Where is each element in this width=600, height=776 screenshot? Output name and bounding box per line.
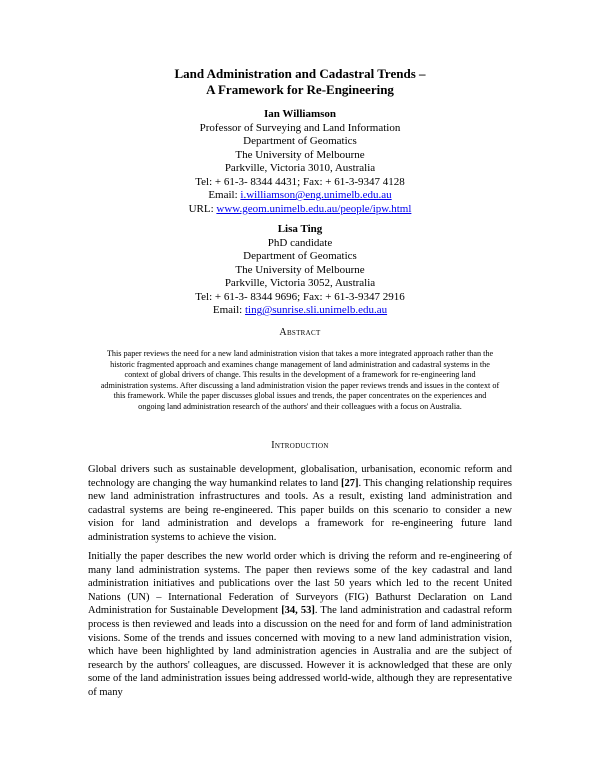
author-affiliation-line: Department of Geomatics <box>243 135 357 147</box>
paper-title <box>0 66 600 98</box>
email-link[interactable]: i.williamson@eng.unimelb.edu.au <box>240 189 392 201</box>
author-affiliation-line: Parkville, Victoria 3052, Australia <box>224 277 376 289</box>
title-line-1: Land Administration and Cadastral Trends – <box>174 66 426 81</box>
homepage-link[interactable]: www.geom.unimelb.edu.au/people/ipw.html <box>216 202 412 215</box>
body-paragraph-1 <box>88 463 512 545</box>
author-contact-line: Tel: + 61-3- 8344 4431; Fax: + 61-3-9347 4128 <box>195 175 405 188</box>
paragraph-text: Initially the paper describes the new world order which is driving the reform and re-engineering of many land administration systems. The paper then reviews some of the key cadastral and land administration initiatives and publications over the last 50 years which led to the recent United Nations (UN) – International Federation of Surveyors (FIG) Bathurst Declaration on Land Administration for Sustainable Development <box>88 551 512 617</box>
introduction-heading: Introduction <box>271 440 329 451</box>
body-paragraph-2 <box>88 550 512 700</box>
url-label: URL: <box>188 202 217 215</box>
paragraph-text: . The land administration and cadastral reform process is then reviewed and leads into a discussion on the need for and form of land administration visions. Some of the trends and issues concerned with moving to a new land administration vision, which have been highlighted by land administration agencies in Australia and are the subject of research by the authors' colleagues, are discussed. However it is acknowledged that these are only some of the land administration issues being addressed world-wide, although they are representative of many <box>88 605 513 698</box>
abstract-text: This paper reviews the need for a new land administration vision that takes a more integrated approach rather than the historic fragmented approach and examines change management of land administration and cadastral systems in the context of global drivers of change. This results in the development of a framework for re-engineering land administration systems. After discussing a land administration vision the paper reviews trends and issues in the context of this framework. While the paper discusses global issues and trends, the paper concentrates on the experiences and ongoing land administration research of the authors' and their colleagues with a focus on Australia. <box>100 349 500 411</box>
author-name: Ian Williamson <box>263 108 337 120</box>
email-label: Email: <box>212 304 245 316</box>
author-email-line <box>0 189 600 203</box>
author-name: Lisa Ting <box>277 223 323 235</box>
author-email-line <box>0 304 600 318</box>
author-affiliation-line: Department of Geomatics <box>243 250 357 262</box>
paragraph-text: Global drivers such as sustainable development, globalisation, urbanisation, economic reform and technology are changing the way humankind relates to land <box>88 464 512 489</box>
paragraph-text: . This changing relationship requires new land administration infrastructures and tools. As a result, existing land administration and cadastral systems are being re-engineered. This paper builds on this scenario to consider a new vision for land administration and develops a framework for re-engineering future land administration systems to achieve the vision. <box>88 477 513 543</box>
author-affiliation-line: The University of Melbourne <box>235 148 365 161</box>
author-affiliation-line: Parkville, Victoria 3010, Australia <box>224 162 376 174</box>
author-block-1 <box>0 108 600 216</box>
citation-ref: [34, 53] <box>281 605 315 617</box>
author-url-line <box>0 203 600 217</box>
title-line-2: A Framework for Re-Engineering <box>206 82 394 97</box>
author-affiliation-line: PhD candidate <box>267 236 333 249</box>
email-link[interactable]: ting@sunrise.sli.unimelb.edu.au <box>244 304 388 316</box>
email-label: Email: <box>208 189 241 201</box>
abstract-heading: Abstract <box>279 327 321 338</box>
author-affiliation-line: Professor of Surveying and Land Information <box>199 121 401 134</box>
citation-ref: [27] <box>340 477 359 489</box>
author-affiliation-line: The University of Melbourne <box>235 263 365 276</box>
author-block-2 <box>0 223 600 318</box>
author-contact-line: Tel: + 61-3- 8344 9696; Fax: + 61-3-9347 2916 <box>195 290 405 303</box>
